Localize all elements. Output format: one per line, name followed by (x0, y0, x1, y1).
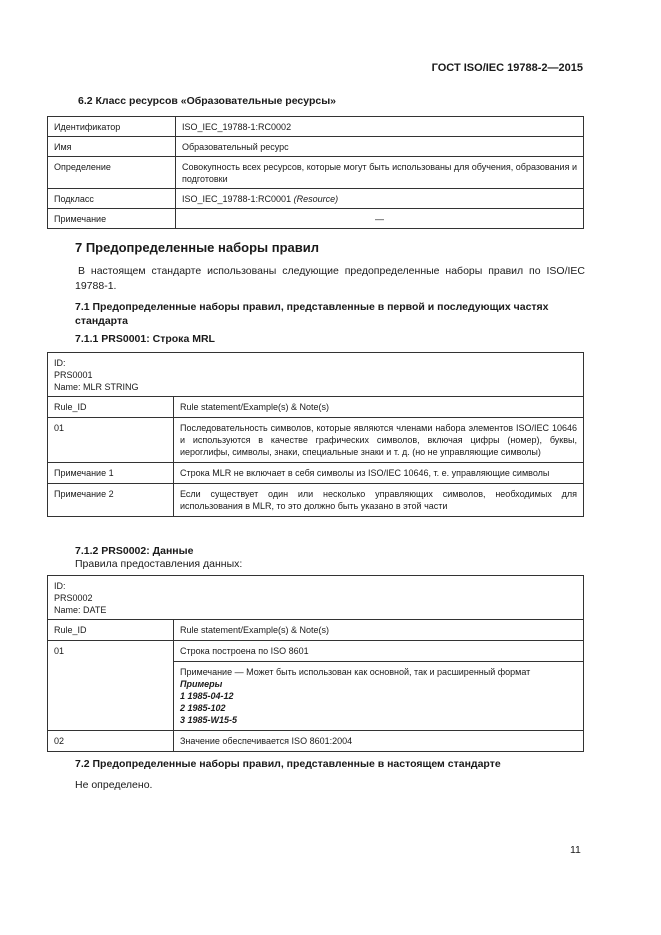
rule-text: Строка MLR не включает в себя символы из ISO/IEC 10646, т. е. управляющие символы (174, 463, 584, 484)
table-row (48, 157, 584, 189)
row-label: Примечание (48, 209, 176, 229)
document-header: ГОСТ ISO/IEC 19788-2—2015 (431, 62, 583, 74)
row-label: Определение (48, 157, 176, 189)
column-header: Rule_ID (48, 397, 174, 418)
row-value: ISO_IEC_19788-1:RC0002 (176, 117, 584, 137)
table-row (48, 620, 584, 641)
name-value: Name: DATE (54, 605, 107, 615)
section-7-1-2-intro: Правила предоставления данных: (75, 558, 243, 570)
id-label: ID: (54, 358, 66, 368)
table-row (48, 576, 584, 620)
row-label: Идентификатор (48, 117, 176, 137)
column-header: Rule statement/Example(s) & Note(s) (174, 397, 584, 418)
prs0002-table (47, 575, 584, 752)
rule-id: 02 (48, 731, 174, 752)
id-value: PRS0002 (54, 593, 93, 603)
row-label: Подкласс (48, 189, 176, 209)
table-row (48, 189, 584, 209)
rule-id: 01 (48, 418, 174, 463)
example-item: 1 1985-04-12 (180, 691, 234, 701)
name-value: Name: MLR STRING (54, 382, 139, 392)
section-7-1-2-title: 7.1.2 PRS0002: Данные (75, 545, 194, 557)
rule-id: Примечание 2 (48, 484, 174, 517)
section-7-1-title: 7.1 Предопределенные наборы правил, представленные в первой и последующих частях стандарта (75, 301, 549, 327)
section-7-intro: В настоящем стандарте использованы следующие предопределенные наборы правил по ISO/IEC 19788-1. (75, 265, 585, 292)
table-row (48, 418, 584, 463)
row-label: Имя (48, 137, 176, 157)
section-7-2-text: Не определено. (75, 779, 153, 791)
section-7-2-title: 7.2 Предопределенные наборы правил, представленные в настоящем стандарте (75, 758, 501, 770)
rule-text: Последовательность символов, которые являются членами набора элементов ISO/IEC 10646 и используются в качестве графических символов, включая цифры (номер), буквы, иероглифы, символы, знаки, специальные знаки и т. д. (но не управляющие символы) (174, 418, 584, 463)
page-number: 11 (570, 844, 581, 856)
rule-text: Строка построена по ISO 8601 (174, 641, 584, 662)
examples-title: Примеры (180, 679, 223, 689)
id-block (48, 353, 584, 397)
column-header: Rule statement/Example(s) & Note(s) (174, 620, 584, 641)
example-item: 3 1985-W15-5 (180, 715, 238, 725)
id-block (48, 576, 584, 620)
section-7-1-1-title: 7.1.1 PRS0001: Строка MRL (75, 333, 215, 345)
section-7-title: 7 Предопределенные наборы правил (75, 240, 319, 255)
table-row (48, 397, 584, 418)
table-row (48, 117, 584, 137)
subclass-id: ISO_IEC_19788-1:RC0001 (182, 194, 294, 204)
table-row (48, 463, 584, 484)
column-header: Rule_ID (48, 620, 174, 641)
table-row (48, 137, 584, 157)
rule-text: Если существует один или несколько управляющих символов, необходимых для использования в MLR, то это должно быть указано в этой части (174, 484, 584, 517)
row-value: — (176, 209, 584, 229)
rule-note: Примечание — Может быть использован как основной, так и расширенный формат (180, 667, 531, 677)
subclass-italic: (Resource) (293, 194, 339, 204)
resource-class-table (47, 116, 584, 229)
rule-text: Значение обеспечивается ISO 8601:2004 (174, 731, 584, 752)
table-row (48, 731, 584, 752)
rule-id: Примечание 1 (48, 463, 174, 484)
row-value (176, 189, 584, 209)
id-value: PRS0001 (54, 370, 93, 380)
row-value: Образовательный ресурс (176, 137, 584, 157)
rule-id: 01 (48, 641, 174, 731)
table-row (48, 209, 584, 229)
row-value: Совокупность всех ресурсов, которые могут быть использованы для обучения, образования и подготовки (176, 157, 584, 189)
table-row (48, 641, 584, 662)
prs0001-table (47, 352, 584, 517)
table-row (48, 353, 584, 397)
rule-note-block (174, 662, 584, 731)
id-label: ID: (54, 581, 66, 591)
table-row (48, 484, 584, 517)
section-6-2-title: 6.2 Класс ресурсов «Образовательные ресурсы» (78, 95, 337, 107)
example-item: 2 1985-102 (180, 703, 226, 713)
